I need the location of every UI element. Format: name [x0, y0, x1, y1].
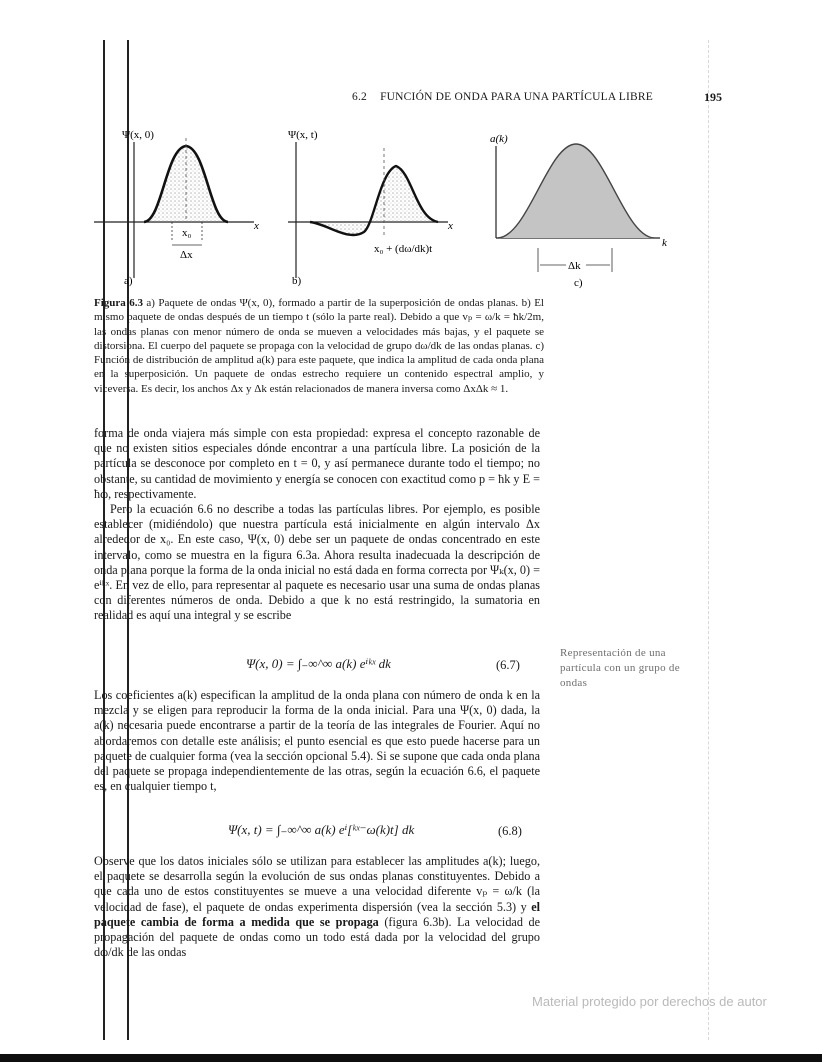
panel-b-tag: b): [292, 275, 302, 287]
caption-text: a) Paquete de ondas Ψ(x, 0), formado a partir de la superposición de ondas planas. b) El mismo paquete de ondas después de un tiempo t (sólo la parte real). Debido a que vₚ = ω/k = ħk/2m, las ondas planas con menor número de onda se mueven a velocidades más bajas, y el paquete se distorsiona. El cuerpo del paquete se propaga con la velocidad de grupo dω/dk de las ondas planas. c) Función de distribución de amplitud a(k) para este paquete, que indica la amplitud de cada onda plana en la superposición. Un paquete de ondas estrecho requiere un contenido espectral amplio, y viceversa. Es decir, los anchos Δx y Δk están relacionados de manera inversa como ΔxΔk ≈ 1.: [94, 297, 544, 395]
panel-c-tag: c): [574, 277, 583, 289]
equation-6-7: Ψ(x, 0) = ∫₋∞^∞ a(k) eⁱᵏˣ dk: [246, 656, 391, 671]
figure-panel-c: [488, 132, 688, 290]
figure-panel-b: [288, 128, 468, 290]
panel-a-dx: Δx: [180, 249, 193, 261]
watermark: Material protegido por derechos de autor: [532, 994, 767, 1009]
panel-c-dk: Δk: [568, 260, 581, 272]
figure-panel-a: [94, 128, 274, 290]
paragraph: [94, 688, 540, 794]
panel-b-ylabel: Ψ(x, t): [288, 129, 318, 141]
section-number: 6.2: [352, 91, 367, 103]
panel-c-xlabel: k: [662, 237, 667, 249]
bottom-bar: [0, 1054, 822, 1062]
panel-b-shift: x₀ + (dω/dk)t: [374, 243, 433, 255]
equation-6-7-number: (6.7): [496, 658, 520, 672]
panel-c-ylabel: a(k): [490, 133, 508, 145]
amplitude-fill: [498, 144, 654, 238]
margin-note: Representación de una partícula con un grupo de ondas: [560, 647, 680, 689]
paragraph-2: Pero la ecuación 6.6 no describe a todas las partículas libres. Por ejemplo, es posible establecer (midiéndolo) que nuestra partícula está inicialmente en algún intervalo Δx alrededor de x₀. En este caso, Ψ(x, 0) debe ser un paquete de ondas concentrado en este intervalo, como se muestra en la figura 6.3a. Ahora resulta inadecuada la descripción de onda plana porque la forma de la onda inicial no está dada en forma correcta por Ψₖ(x, 0) = eⁱᵏˣ. En vez de ello, para representar al paquete es necesario usar una suma de ondas planas con diferentes números de onda. Debido a que k no está restringido, la sumatoria en realidad es aquí una integral y se escribe: [94, 502, 540, 623]
panel-a-x0: x₀: [182, 227, 192, 239]
panel-a-tag: a): [124, 275, 133, 287]
panel-a-ylabel: Ψ(x, 0): [122, 129, 154, 141]
page-number: 195: [704, 90, 722, 104]
equation-6-8-number: (6.8): [498, 824, 522, 838]
running-header: [352, 91, 653, 103]
section-title: FUNCIÓN DE ONDA PARA UNA PARTÍCULA LIBRE: [380, 91, 653, 103]
caption-label: Figura 6.3: [94, 297, 143, 309]
figure-caption: [94, 296, 544, 396]
panel-b-xlabel: x: [448, 220, 453, 232]
emphasis: el paquete cambia de forma a medida que se propaga: [94, 899, 540, 929]
paragraph-1: forma de onda viajera más simple con esta propiedad: expresa el concepto razonable de que no existen sitios especiales dónde encontrar a una partícula libre. La posición de la partícula se desconoce por completo en t = 0, y así permanece durante todo el tiempo; no obstante, su cantidad de movimiento y energía se conocen con exactitud como p = ħk y E = ħω, respectivamente.: [94, 426, 540, 501]
paragraph: [94, 854, 540, 960]
paragraph-4: Observe que los datos iniciales sólo se utilizan para establecer las amplitudes a(k); luego, el paquete se desarrolla según la evolución de sus ondas planas constituyentes. Debido a que cada uno de estos constituyentes se mueve a una velocidad diferente vₚ = ω/k (la velocidad de fase), el paquete de ondas experimenta dispersión (vea la sección 5.3) y el paquete cambia de forma a medida que se propaga (figura 6.3b). La velocidad de propagación del paquete de ondas como un todo está dada por la velocidad del grupo dω/dk de las ondas: [94, 854, 540, 960]
paragraph: [94, 426, 540, 624]
equation-6-8: Ψ(x, t) = ∫₋∞^∞ a(k) eⁱ[ᵏˣ⁻ω(k)t] dk: [228, 822, 415, 837]
paragraph-3: Los coeficientes a(k) especifican la amplitud de la onda plana con número de onda k en la mezcla y se eligen para reproducir la forma de la onda inicial. Para una Ψ(x, 0) dada, la a(k) necesaria puede encontrarse a partir de la teoría de las integrales de Fourier. Aquí no abordaremos con detalle este análisis; el punto esencial es que esto puede hacerse para un paquete de cualquier forma (vea la sección opcional 5.4). Si se supone que cada onda plana del paquete se propaga independientemente de las otras, según la ecuación 6.6, el paquete es, en cualquier tiempo t,: [94, 688, 540, 794]
panel-a-xlabel: x: [254, 220, 259, 232]
page-edge: [708, 40, 710, 1040]
